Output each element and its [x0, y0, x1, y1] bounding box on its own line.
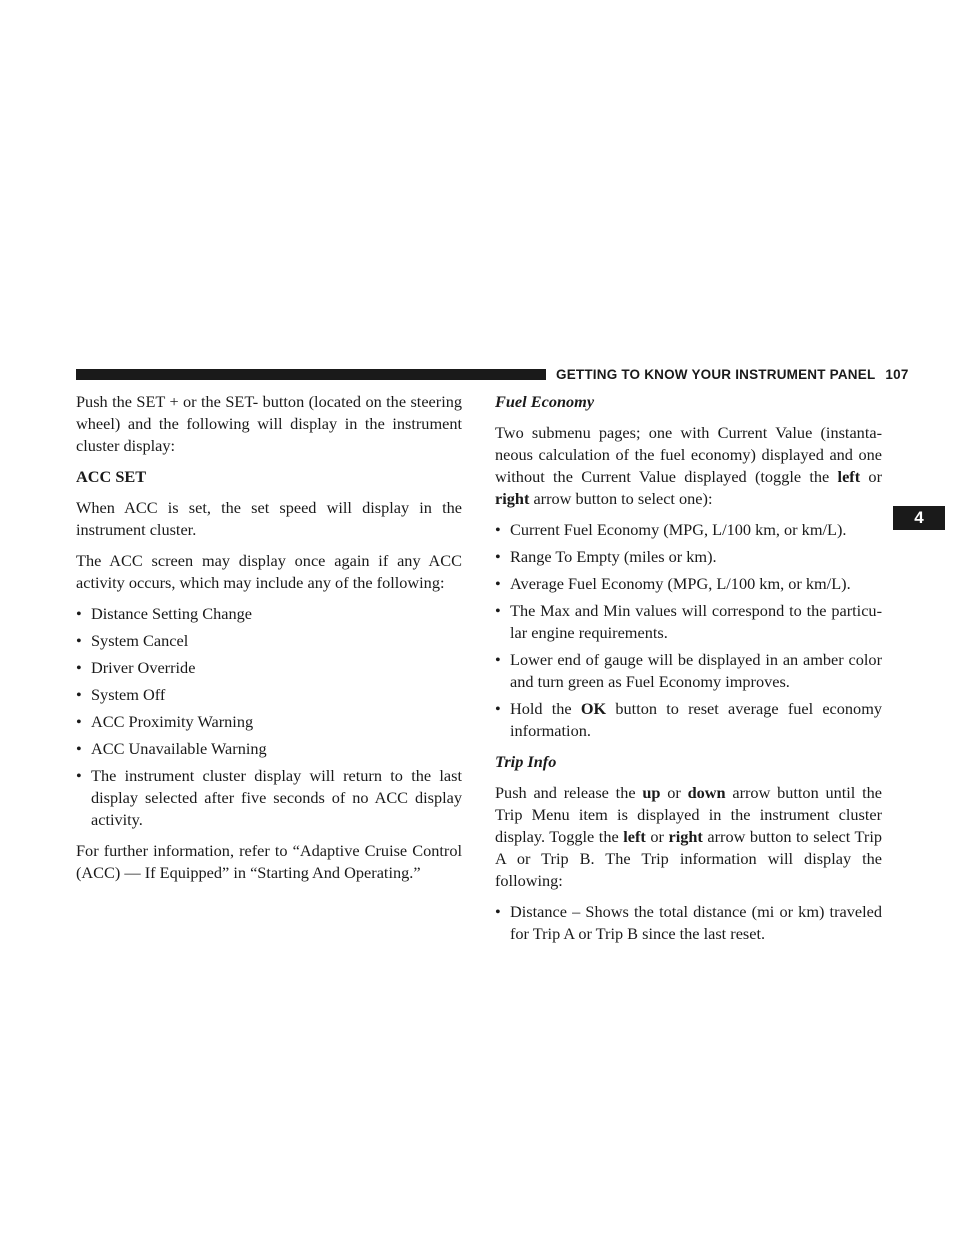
list-item: • Current Fuel Economy (MPG, L/100 km, or km/L). — [495, 519, 882, 541]
list-item: • The Max and Min values will correspond to the particu- lar engine requirements. — [495, 600, 882, 644]
list-item: • System Off — [76, 684, 462, 706]
acc-activity-list — [76, 603, 462, 831]
trip-info-paragraph: Push and release the up or down arrow button until the Trip Menu item is displayed in the instrument cluster display. Toggle the left or right arrow button to select Trip A or Trip B. The Trip information will display the following: — [495, 783, 882, 890]
list-item: • Distance Setting Change — [76, 603, 462, 625]
intro-paragraph: Push the SET + or the SET- button (located on the steering wheel) and the following will display in the instrument cluster display: — [76, 392, 462, 455]
fuel-economy-paragraph: Two submenu pages; one with Current Value (instanta- neous calculation of the fuel economy) displayed and one without the Current Value displayed (toggle the left or right arrow button to select one): — [495, 423, 882, 508]
list-item: • Range To Empty (miles or km). — [495, 546, 882, 568]
header-title: GETTING TO KNOW YOUR INSTRUMENT PANEL — [556, 367, 876, 382]
trip-info-heading: Trip Info — [495, 752, 557, 771]
list-item: • System Cancel — [76, 630, 462, 652]
left-keyword: left — [623, 827, 646, 846]
page-number: 107 — [885, 367, 909, 382]
right-keyword: right — [495, 489, 530, 508]
list-item: • Average Fuel Economy (MPG, L/100 km, or km/L). — [495, 573, 882, 595]
list-item: • The instrument cluster display will return to the last display selected after five seconds of no ACC display activity. — [76, 765, 462, 831]
list-item: • Hold the OK button to reset average fuel economy information. — [495, 698, 882, 742]
fuel-economy-heading: Fuel Economy — [495, 392, 595, 411]
left-keyword: left — [837, 467, 861, 486]
list-item: • Lower end of gauge will be displayed in an amber color and turn green as Fuel Economy improves. — [495, 649, 882, 693]
header-rule — [76, 369, 546, 380]
fuel-economy-list — [495, 519, 882, 742]
up-keyword: up — [642, 783, 661, 802]
left-column — [76, 391, 462, 893]
right-keyword: right — [668, 827, 703, 846]
running-header — [556, 367, 909, 382]
acc-set-paragraph: When ACC is set, the set speed will display in the instrument cluster. — [76, 498, 462, 539]
chapter-tab: 4 — [893, 506, 945, 530]
further-info-paragraph: For further information, refer to “Adaptive Cruise Control (ACC) — If Equipped” in “Starting And Operating.” — [76, 841, 462, 882]
list-item: • ACC Proximity Warning — [76, 711, 462, 733]
down-keyword: down — [687, 783, 726, 802]
acc-set-heading: ACC SET — [76, 467, 147, 486]
ok-keyword: OK — [580, 699, 607, 718]
acc-screen-paragraph: The ACC screen may display once again if any ACC activity occurs, which may include any of the following: — [76, 551, 462, 592]
list-item: • Driver Override — [76, 657, 462, 679]
right-column — [495, 391, 882, 954]
trip-info-list — [495, 901, 882, 945]
list-item: • Distance – Shows the total distance (mi or km) traveled for Trip A or Trip B since the last reset. — [495, 901, 882, 945]
list-item: • ACC Unavailable Warning — [76, 738, 462, 760]
